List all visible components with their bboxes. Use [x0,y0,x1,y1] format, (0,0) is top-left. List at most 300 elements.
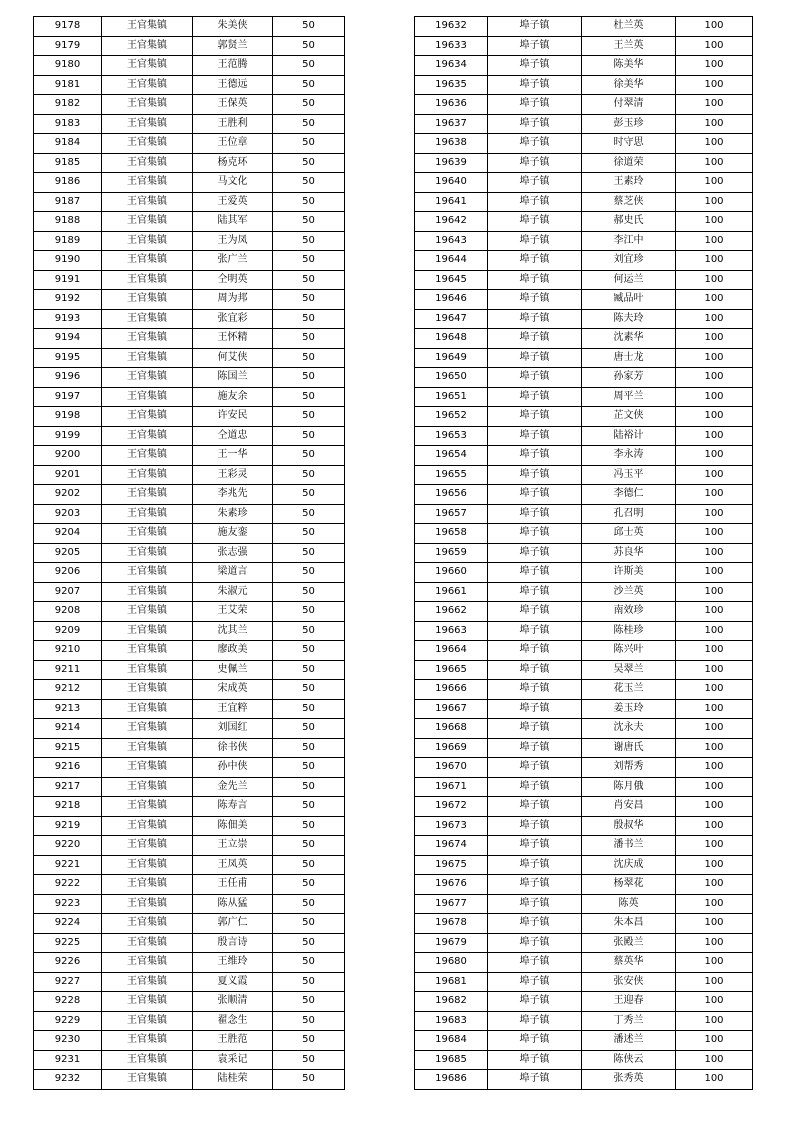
cell-amount: 50 [273,368,345,388]
cell-name: 张安侠 [582,972,676,992]
table-row [415,407,753,427]
cell-town: 埠子镇 [488,407,582,427]
cell-town: 埠子镇 [488,543,582,563]
cell-town: 王官集镇 [102,1011,193,1031]
cell-name: 王素玲 [582,173,676,193]
cell-town: 王官集镇 [102,816,193,836]
table-row [415,563,753,583]
cell-name: 王胜范 [193,1031,273,1051]
cell-name: 花玉兰 [582,680,676,700]
cell-town: 埠子镇 [488,446,582,466]
cell-town: 埠子镇 [488,290,582,310]
cell-name: 陈美华 [582,56,676,76]
cell-town: 埠子镇 [488,836,582,856]
cell-name: 王迎春 [582,992,676,1012]
cell-id: 9229 [34,1011,102,1031]
cell-town: 埠子镇 [488,1050,582,1070]
cell-name: 廖政美 [193,641,273,661]
cell-id: 9210 [34,641,102,661]
cell-town: 王官集镇 [102,290,193,310]
cell-town: 埠子镇 [488,329,582,349]
cell-id: 9215 [34,738,102,758]
cell-id: 19677 [415,894,488,914]
table-row [415,1070,753,1090]
cell-name: 施友銮 [193,524,273,544]
cell-amount: 100 [676,914,753,934]
table-row [415,192,753,212]
cell-id: 19685 [415,1050,488,1070]
cell-id: 9199 [34,426,102,446]
table-row [415,251,753,271]
table-row [34,699,345,719]
table-row [34,972,345,992]
cell-id: 19654 [415,446,488,466]
cell-amount: 50 [273,309,345,329]
cell-name: 蔡英华 [582,953,676,973]
cell-name: 潘述兰 [582,1031,676,1051]
cell-id: 9200 [34,446,102,466]
cell-name: 唐士龙 [582,348,676,368]
table-row [415,368,753,388]
cell-name: 张顺清 [193,992,273,1012]
cell-town: 王官集镇 [102,36,193,56]
table-row [415,290,753,310]
cell-id: 19650 [415,368,488,388]
table-row [415,348,753,368]
table-row [415,231,753,251]
cell-town: 王官集镇 [102,972,193,992]
cell-amount: 50 [273,738,345,758]
cell-name: 谢唐氏 [582,738,676,758]
cell-amount: 50 [273,992,345,1012]
table-row [34,309,345,329]
table-row [34,348,345,368]
cell-id: 9209 [34,621,102,641]
cell-id: 9231 [34,1050,102,1070]
cell-id: 19641 [415,192,488,212]
cell-id: 9197 [34,387,102,407]
cell-name: 陈桂珍 [582,621,676,641]
cell-id: 9191 [34,270,102,290]
cell-town: 埠子镇 [488,660,582,680]
cell-amount: 50 [273,875,345,895]
cell-name: 王位章 [193,134,273,154]
cell-name: 苏良华 [582,543,676,563]
cell-id: 19634 [415,56,488,76]
cell-id: 19656 [415,485,488,505]
cell-name: 宋成英 [193,680,273,700]
cell-id: 9204 [34,524,102,544]
cell-town: 埠子镇 [488,426,582,446]
cell-name: 许安民 [193,407,273,427]
cell-town: 埠子镇 [488,485,582,505]
cell-name: 蔡芝侠 [582,192,676,212]
left-table-body [34,17,345,1090]
cell-name: 陈月俄 [582,777,676,797]
cell-name: 杨翠花 [582,875,676,895]
cell-name: 陈夫玲 [582,309,676,329]
cell-name: 沙兰英 [582,582,676,602]
cell-id: 19635 [415,75,488,95]
table-row [34,582,345,602]
cell-id: 19655 [415,465,488,485]
cell-id: 9190 [34,251,102,271]
cell-amount: 50 [273,114,345,134]
cell-amount: 100 [676,602,753,622]
cell-id: 9221 [34,855,102,875]
cell-amount: 100 [676,875,753,895]
table-row [34,368,345,388]
cell-amount: 100 [676,1050,753,1070]
cell-name: 王兰英 [582,36,676,56]
table-row [415,875,753,895]
cell-name: 王一华 [193,446,273,466]
cell-amount: 100 [676,621,753,641]
cell-town: 埠子镇 [488,855,582,875]
cell-town: 王官集镇 [102,758,193,778]
cell-town: 王官集镇 [102,56,193,76]
cell-amount: 50 [273,1050,345,1070]
cell-name: 沈其兰 [193,621,273,641]
cell-town: 王官集镇 [102,992,193,1012]
right-table-body [415,17,753,1090]
cell-town: 埠子镇 [488,270,582,290]
table-row [34,758,345,778]
cell-name: 徐书侠 [193,738,273,758]
cell-name: 陈国兰 [193,368,273,388]
table-row [415,621,753,641]
cell-town: 埠子镇 [488,212,582,232]
cell-amount: 50 [273,1031,345,1051]
cell-name: 张志强 [193,543,273,563]
cell-amount: 50 [273,387,345,407]
table-row [34,1031,345,1051]
cell-id: 9179 [34,36,102,56]
table-row [415,134,753,154]
table-row [34,933,345,953]
table-row [415,95,753,115]
cell-name: 邱士英 [582,524,676,544]
cell-name: 姜玉玲 [582,699,676,719]
cell-id: 19670 [415,758,488,778]
cell-amount: 50 [273,914,345,934]
cell-id: 9230 [34,1031,102,1051]
table-row [415,933,753,953]
cell-name: 金先兰 [193,777,273,797]
cell-amount: 50 [273,855,345,875]
table-row [34,680,345,700]
cell-id: 19660 [415,563,488,583]
table-row [34,855,345,875]
cell-town: 王官集镇 [102,1050,193,1070]
cell-town: 王官集镇 [102,192,193,212]
cell-id: 19686 [415,1070,488,1090]
cell-town: 埠子镇 [488,797,582,817]
cell-name: 许斯美 [582,563,676,583]
cell-town: 埠子镇 [488,524,582,544]
cell-name: 张宜彩 [193,309,273,329]
cell-town: 王官集镇 [102,485,193,505]
cell-id: 9217 [34,777,102,797]
cell-town: 王官集镇 [102,1070,193,1090]
cell-town: 王官集镇 [102,777,193,797]
table-row [34,777,345,797]
cell-town: 王官集镇 [102,504,193,524]
table-row [34,914,345,934]
table-row [415,972,753,992]
cell-amount: 100 [676,543,753,563]
table-row [415,660,753,680]
table-row [415,504,753,524]
cell-town: 王官集镇 [102,621,193,641]
table-row [415,1011,753,1031]
cell-amount: 50 [273,758,345,778]
table-row [34,134,345,154]
table-row [34,192,345,212]
cell-name: 张殿兰 [582,933,676,953]
cell-amount: 100 [676,231,753,251]
cell-amount: 50 [273,173,345,193]
cell-id: 9184 [34,134,102,154]
table-row [415,602,753,622]
cell-name: 李德仁 [582,485,676,505]
cell-name: 肖安昌 [582,797,676,817]
cell-amount: 50 [273,680,345,700]
cell-name: 仝道忠 [193,426,273,446]
cell-amount: 50 [273,134,345,154]
cell-town: 埠子镇 [488,1011,582,1031]
cell-name: 王怀精 [193,329,273,349]
cell-id: 9203 [34,504,102,524]
cell-id: 19676 [415,875,488,895]
cell-town: 王官集镇 [102,251,193,271]
cell-amount: 50 [273,192,345,212]
cell-id: 19679 [415,933,488,953]
table-row [34,719,345,739]
cell-amount: 50 [273,329,345,349]
left-table [33,16,345,1090]
cell-name: 沈庆成 [582,855,676,875]
table-row [415,894,753,914]
cell-amount: 50 [273,1011,345,1031]
cell-amount: 50 [273,36,345,56]
cell-name: 王范腾 [193,56,273,76]
cell-id: 19644 [415,251,488,271]
cell-name: 陆裕计 [582,426,676,446]
cell-id: 9228 [34,992,102,1012]
table-row [415,816,753,836]
cell-id: 19639 [415,153,488,173]
cell-amount: 100 [676,836,753,856]
table-row [415,836,753,856]
cell-name: 殷言诗 [193,933,273,953]
cell-amount: 50 [273,290,345,310]
cell-id: 9208 [34,602,102,622]
cell-town: 王官集镇 [102,855,193,875]
cell-name: 陆其军 [193,212,273,232]
table-row [415,270,753,290]
cell-id: 19651 [415,387,488,407]
cell-id: 19658 [415,524,488,544]
cell-id: 9182 [34,95,102,115]
cell-amount: 50 [273,836,345,856]
table-row [34,329,345,349]
cell-amount: 100 [676,933,753,953]
cell-name: 朱淑元 [193,582,273,602]
cell-name: 王德远 [193,75,273,95]
cell-town: 王官集镇 [102,114,193,134]
cell-amount: 100 [676,270,753,290]
cell-town: 埠子镇 [488,348,582,368]
cell-town: 王官集镇 [102,738,193,758]
cell-amount: 100 [676,114,753,134]
cell-amount: 50 [273,524,345,544]
table-row [415,524,753,544]
cell-name: 陈英 [582,894,676,914]
cell-amount: 50 [273,816,345,836]
table-row [415,36,753,56]
cell-name: 王为凤 [193,231,273,251]
cell-name: 梁道言 [193,563,273,583]
cell-town: 王官集镇 [102,563,193,583]
table-row [415,953,753,973]
table-row [34,543,345,563]
cell-town: 王官集镇 [102,699,193,719]
cell-town: 王官集镇 [102,153,193,173]
cell-id: 19678 [415,914,488,934]
cell-id: 9206 [34,563,102,583]
table-row [34,641,345,661]
cell-town: 埠子镇 [488,953,582,973]
cell-town: 埠子镇 [488,56,582,76]
cell-name: 王爱英 [193,192,273,212]
cell-town: 埠子镇 [488,621,582,641]
cell-name: 刘国红 [193,719,273,739]
cell-town: 王官集镇 [102,680,193,700]
cell-amount: 100 [676,309,753,329]
table-row [34,36,345,56]
cell-amount: 100 [676,426,753,446]
cell-amount: 100 [676,641,753,661]
table-row [415,680,753,700]
cell-town: 埠子镇 [488,1031,582,1051]
table-row [34,387,345,407]
cell-amount: 100 [676,368,753,388]
cell-id: 9188 [34,212,102,232]
table-row [34,485,345,505]
cell-id: 9183 [34,114,102,134]
cell-amount: 50 [273,426,345,446]
table-row [415,582,753,602]
cell-name: 王宜粹 [193,699,273,719]
cell-town: 王官集镇 [102,270,193,290]
table-row [415,914,753,934]
table-row [415,758,753,778]
cell-name: 臧品叶 [582,290,676,310]
table-row [34,114,345,134]
cell-amount: 100 [676,387,753,407]
cell-id: 19659 [415,543,488,563]
cell-name: 仝明英 [193,270,273,290]
cell-id: 19673 [415,816,488,836]
cell-id: 19638 [415,134,488,154]
cell-amount: 100 [676,348,753,368]
table-row [34,56,345,76]
cell-amount: 100 [676,1070,753,1090]
cell-id: 19640 [415,173,488,193]
table-row [34,1070,345,1090]
cell-id: 9194 [34,329,102,349]
cell-town: 王官集镇 [102,426,193,446]
cell-name: 陈从猛 [193,894,273,914]
table-row [415,1050,753,1070]
cell-name: 施友余 [193,387,273,407]
cell-amount: 100 [676,329,753,349]
cell-amount: 100 [676,446,753,466]
cell-id: 19662 [415,602,488,622]
cell-id: 9211 [34,660,102,680]
cell-amount: 100 [676,173,753,193]
cell-id: 19646 [415,290,488,310]
cell-name: 陈侠云 [582,1050,676,1070]
cell-amount: 100 [676,251,753,271]
cell-amount: 50 [273,485,345,505]
cell-name: 陆桂荣 [193,1070,273,1090]
cell-name: 郭贤兰 [193,36,273,56]
cell-town: 埠子镇 [488,309,582,329]
cell-name: 时守思 [582,134,676,154]
cell-town: 王官集镇 [102,953,193,973]
cell-name: 陈寿言 [193,797,273,817]
cell-town: 埠子镇 [488,114,582,134]
cell-town: 王官集镇 [102,387,193,407]
cell-amount: 50 [273,641,345,661]
cell-id: 19643 [415,231,488,251]
cell-id: 19664 [415,641,488,661]
cell-amount: 50 [273,56,345,76]
cell-amount: 100 [676,290,753,310]
cell-id: 19666 [415,680,488,700]
cell-town: 埠子镇 [488,368,582,388]
cell-amount: 50 [273,212,345,232]
cell-town: 埠子镇 [488,816,582,836]
cell-town: 埠子镇 [488,465,582,485]
cell-name: 张广兰 [193,251,273,271]
cell-id: 9220 [34,836,102,856]
right-table [414,16,753,1090]
cell-amount: 50 [273,348,345,368]
cell-town: 王官集镇 [102,582,193,602]
cell-town: 王官集镇 [102,543,193,563]
table-row [415,309,753,329]
table-row [34,1050,345,1070]
cell-town: 埠子镇 [488,875,582,895]
cell-amount: 50 [273,95,345,115]
table-row [415,797,753,817]
table-row [415,426,753,446]
cell-town: 王官集镇 [102,134,193,154]
cell-town: 王官集镇 [102,95,193,115]
cell-id: 19675 [415,855,488,875]
table-row [34,602,345,622]
cell-town: 王官集镇 [102,914,193,934]
cell-town: 埠子镇 [488,699,582,719]
table-row [34,992,345,1012]
cell-amount: 100 [676,797,753,817]
table-row [34,738,345,758]
table-row [34,504,345,524]
cell-amount: 100 [676,660,753,680]
